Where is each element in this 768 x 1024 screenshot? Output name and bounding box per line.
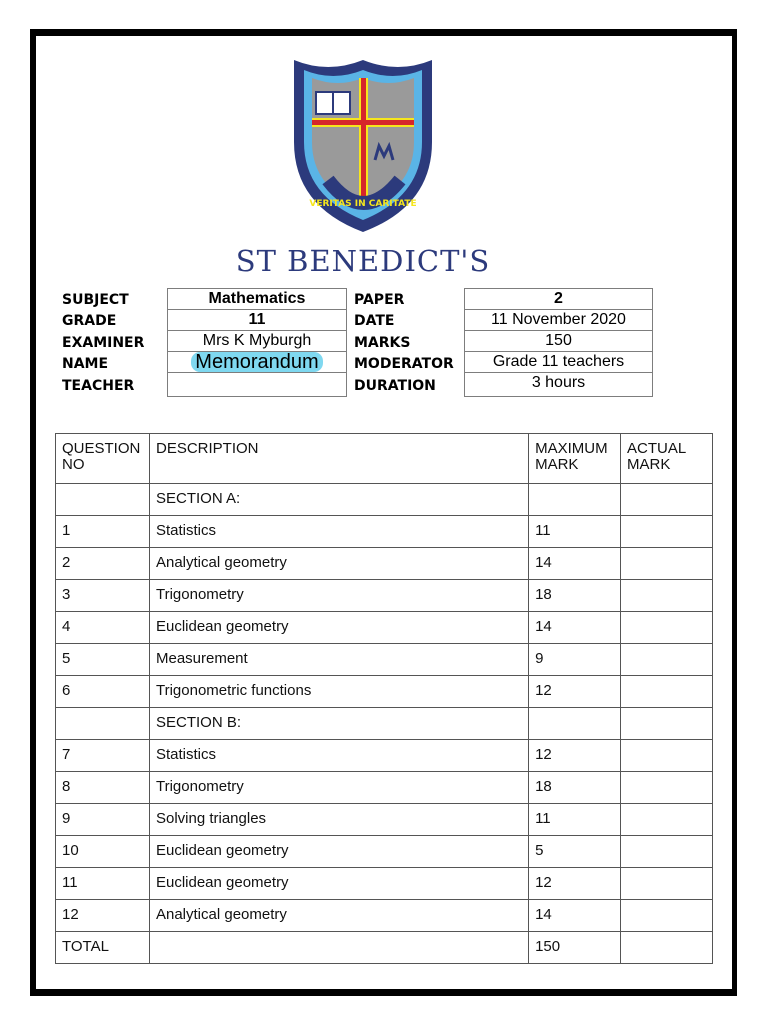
table-row xyxy=(56,868,713,900)
question-no-cell: 4 xyxy=(56,612,150,644)
marks-table-body xyxy=(56,484,713,964)
maximum-mark-cell: 14 xyxy=(529,612,621,644)
maximum-mark-cell: 18 xyxy=(529,580,621,612)
label-moderator: MODERATOR xyxy=(354,356,454,372)
question-no-cell: 10 xyxy=(56,836,150,868)
table-row xyxy=(56,932,713,964)
maximum-mark-cell: 5 xyxy=(529,836,621,868)
description-cell: Euclidean geometry xyxy=(149,836,528,868)
duration-value: 3 hours xyxy=(531,374,586,391)
label-marks: MARKS xyxy=(354,335,411,351)
question-no-cell xyxy=(56,484,150,516)
maximum-mark-cell: 14 xyxy=(529,548,621,580)
crest-motto: VERITAS IN CARITATE xyxy=(309,199,417,209)
moderator-value: Grade 11 teachers xyxy=(465,352,652,373)
school-crest-logo xyxy=(288,56,438,236)
question-no-cell: 12 xyxy=(56,900,150,932)
table-row xyxy=(56,900,713,932)
question-no-cell: 3 xyxy=(56,580,150,612)
label-grade: GRADE xyxy=(62,313,117,329)
maximum-mark-cell: 11 xyxy=(529,804,621,836)
actual-mark-cell xyxy=(621,932,713,964)
label-paper: PAPER xyxy=(354,292,405,308)
actual-mark-cell xyxy=(621,804,713,836)
question-no-cell xyxy=(56,708,150,740)
description-cell: Euclidean geometry xyxy=(149,612,528,644)
description-cell: SECTION A: xyxy=(149,484,528,516)
grade-value: 11 xyxy=(168,310,346,331)
table-row xyxy=(56,740,713,772)
actual-mark-cell xyxy=(621,612,713,644)
school-name: ST BENEDICT'S xyxy=(235,244,491,278)
actual-mark-cell xyxy=(621,900,713,932)
date-value: 11 November 2020 xyxy=(465,310,652,331)
description-cell: Trigonometric functions xyxy=(149,676,528,708)
question-no-cell: 2 xyxy=(56,548,150,580)
table-row xyxy=(56,644,713,676)
actual-mark-cell xyxy=(621,676,713,708)
question-no-cell: 9 xyxy=(56,804,150,836)
table-row xyxy=(56,548,713,580)
table-row xyxy=(56,772,713,804)
maximum-mark-cell: 18 xyxy=(529,772,621,804)
table-row xyxy=(56,804,713,836)
table-row xyxy=(56,836,713,868)
description-cell: Measurement xyxy=(149,644,528,676)
label-duration: DURATION xyxy=(354,378,436,394)
header-description: DESCRIPTION xyxy=(149,434,528,484)
question-no-cell: 6 xyxy=(56,676,150,708)
table-row xyxy=(56,484,713,516)
maximum-mark-cell: 11 xyxy=(529,516,621,548)
actual-mark-cell xyxy=(621,484,713,516)
table-row xyxy=(56,676,713,708)
description-cell: Statistics xyxy=(149,740,528,772)
maximum-mark-cell: 150 xyxy=(529,932,621,964)
question-no-cell: 7 xyxy=(56,740,150,772)
question-no-cell: 11 xyxy=(56,868,150,900)
header-maximum-mark: MAXIMUM MARK xyxy=(529,434,621,484)
actual-mark-cell xyxy=(621,580,713,612)
actual-mark-cell xyxy=(621,772,713,804)
table-row xyxy=(56,708,713,740)
description-cell: Analytical geometry xyxy=(149,900,528,932)
table-header-row xyxy=(56,434,713,484)
actual-mark-cell xyxy=(621,740,713,772)
question-no-cell: 8 xyxy=(56,772,150,804)
actual-mark-cell xyxy=(621,516,713,548)
maximum-mark-cell: 14 xyxy=(529,900,621,932)
actual-mark-cell xyxy=(621,708,713,740)
actual-mark-cell xyxy=(621,644,713,676)
paper-value: 2 xyxy=(465,289,652,310)
actual-mark-cell xyxy=(621,836,713,868)
label-date: DATE xyxy=(354,313,395,329)
label-examiner: EXAMINER xyxy=(62,335,145,351)
maximum-mark-cell xyxy=(529,484,621,516)
subject-value: Mathematics xyxy=(168,289,346,310)
label-subject: SUBJECT xyxy=(62,292,129,308)
description-cell xyxy=(149,932,528,964)
description-cell: SECTION B: xyxy=(149,708,528,740)
table-row xyxy=(56,516,713,548)
maximum-mark-cell: 12 xyxy=(529,868,621,900)
label-name: NAME xyxy=(62,356,109,372)
maximum-mark-cell: 12 xyxy=(529,676,621,708)
table-row xyxy=(56,580,713,612)
description-cell: Trigonometry xyxy=(149,580,528,612)
maximum-mark-cell: 9 xyxy=(529,644,621,676)
teacher-value xyxy=(168,373,346,394)
name-value: Memorandum xyxy=(191,352,322,372)
marks-table xyxy=(55,433,713,964)
description-cell: Statistics xyxy=(149,516,528,548)
examiner-value: Mrs K Myburgh xyxy=(168,331,346,352)
description-cell: Solving triangles xyxy=(149,804,528,836)
description-cell: Euclidean geometry xyxy=(149,868,528,900)
maximum-mark-cell: 12 xyxy=(529,740,621,772)
actual-mark-cell xyxy=(621,868,713,900)
question-no-cell: 5 xyxy=(56,644,150,676)
name-cell xyxy=(168,352,346,373)
table-row xyxy=(56,612,713,644)
marks-value: 150 xyxy=(465,331,652,352)
maximum-mark-cell xyxy=(529,708,621,740)
header-question-no: QUESTION NO xyxy=(56,434,150,484)
right-info-box xyxy=(464,288,653,397)
question-no-cell: TOTAL xyxy=(56,932,150,964)
description-cell: Analytical geometry xyxy=(149,548,528,580)
label-teacher: TEACHER xyxy=(62,378,135,394)
description-cell: Trigonometry xyxy=(149,772,528,804)
left-info-box xyxy=(167,288,347,397)
actual-mark-cell xyxy=(621,548,713,580)
question-no-cell: 1 xyxy=(56,516,150,548)
header-actual-mark: ACTUAL MARK xyxy=(621,434,713,484)
